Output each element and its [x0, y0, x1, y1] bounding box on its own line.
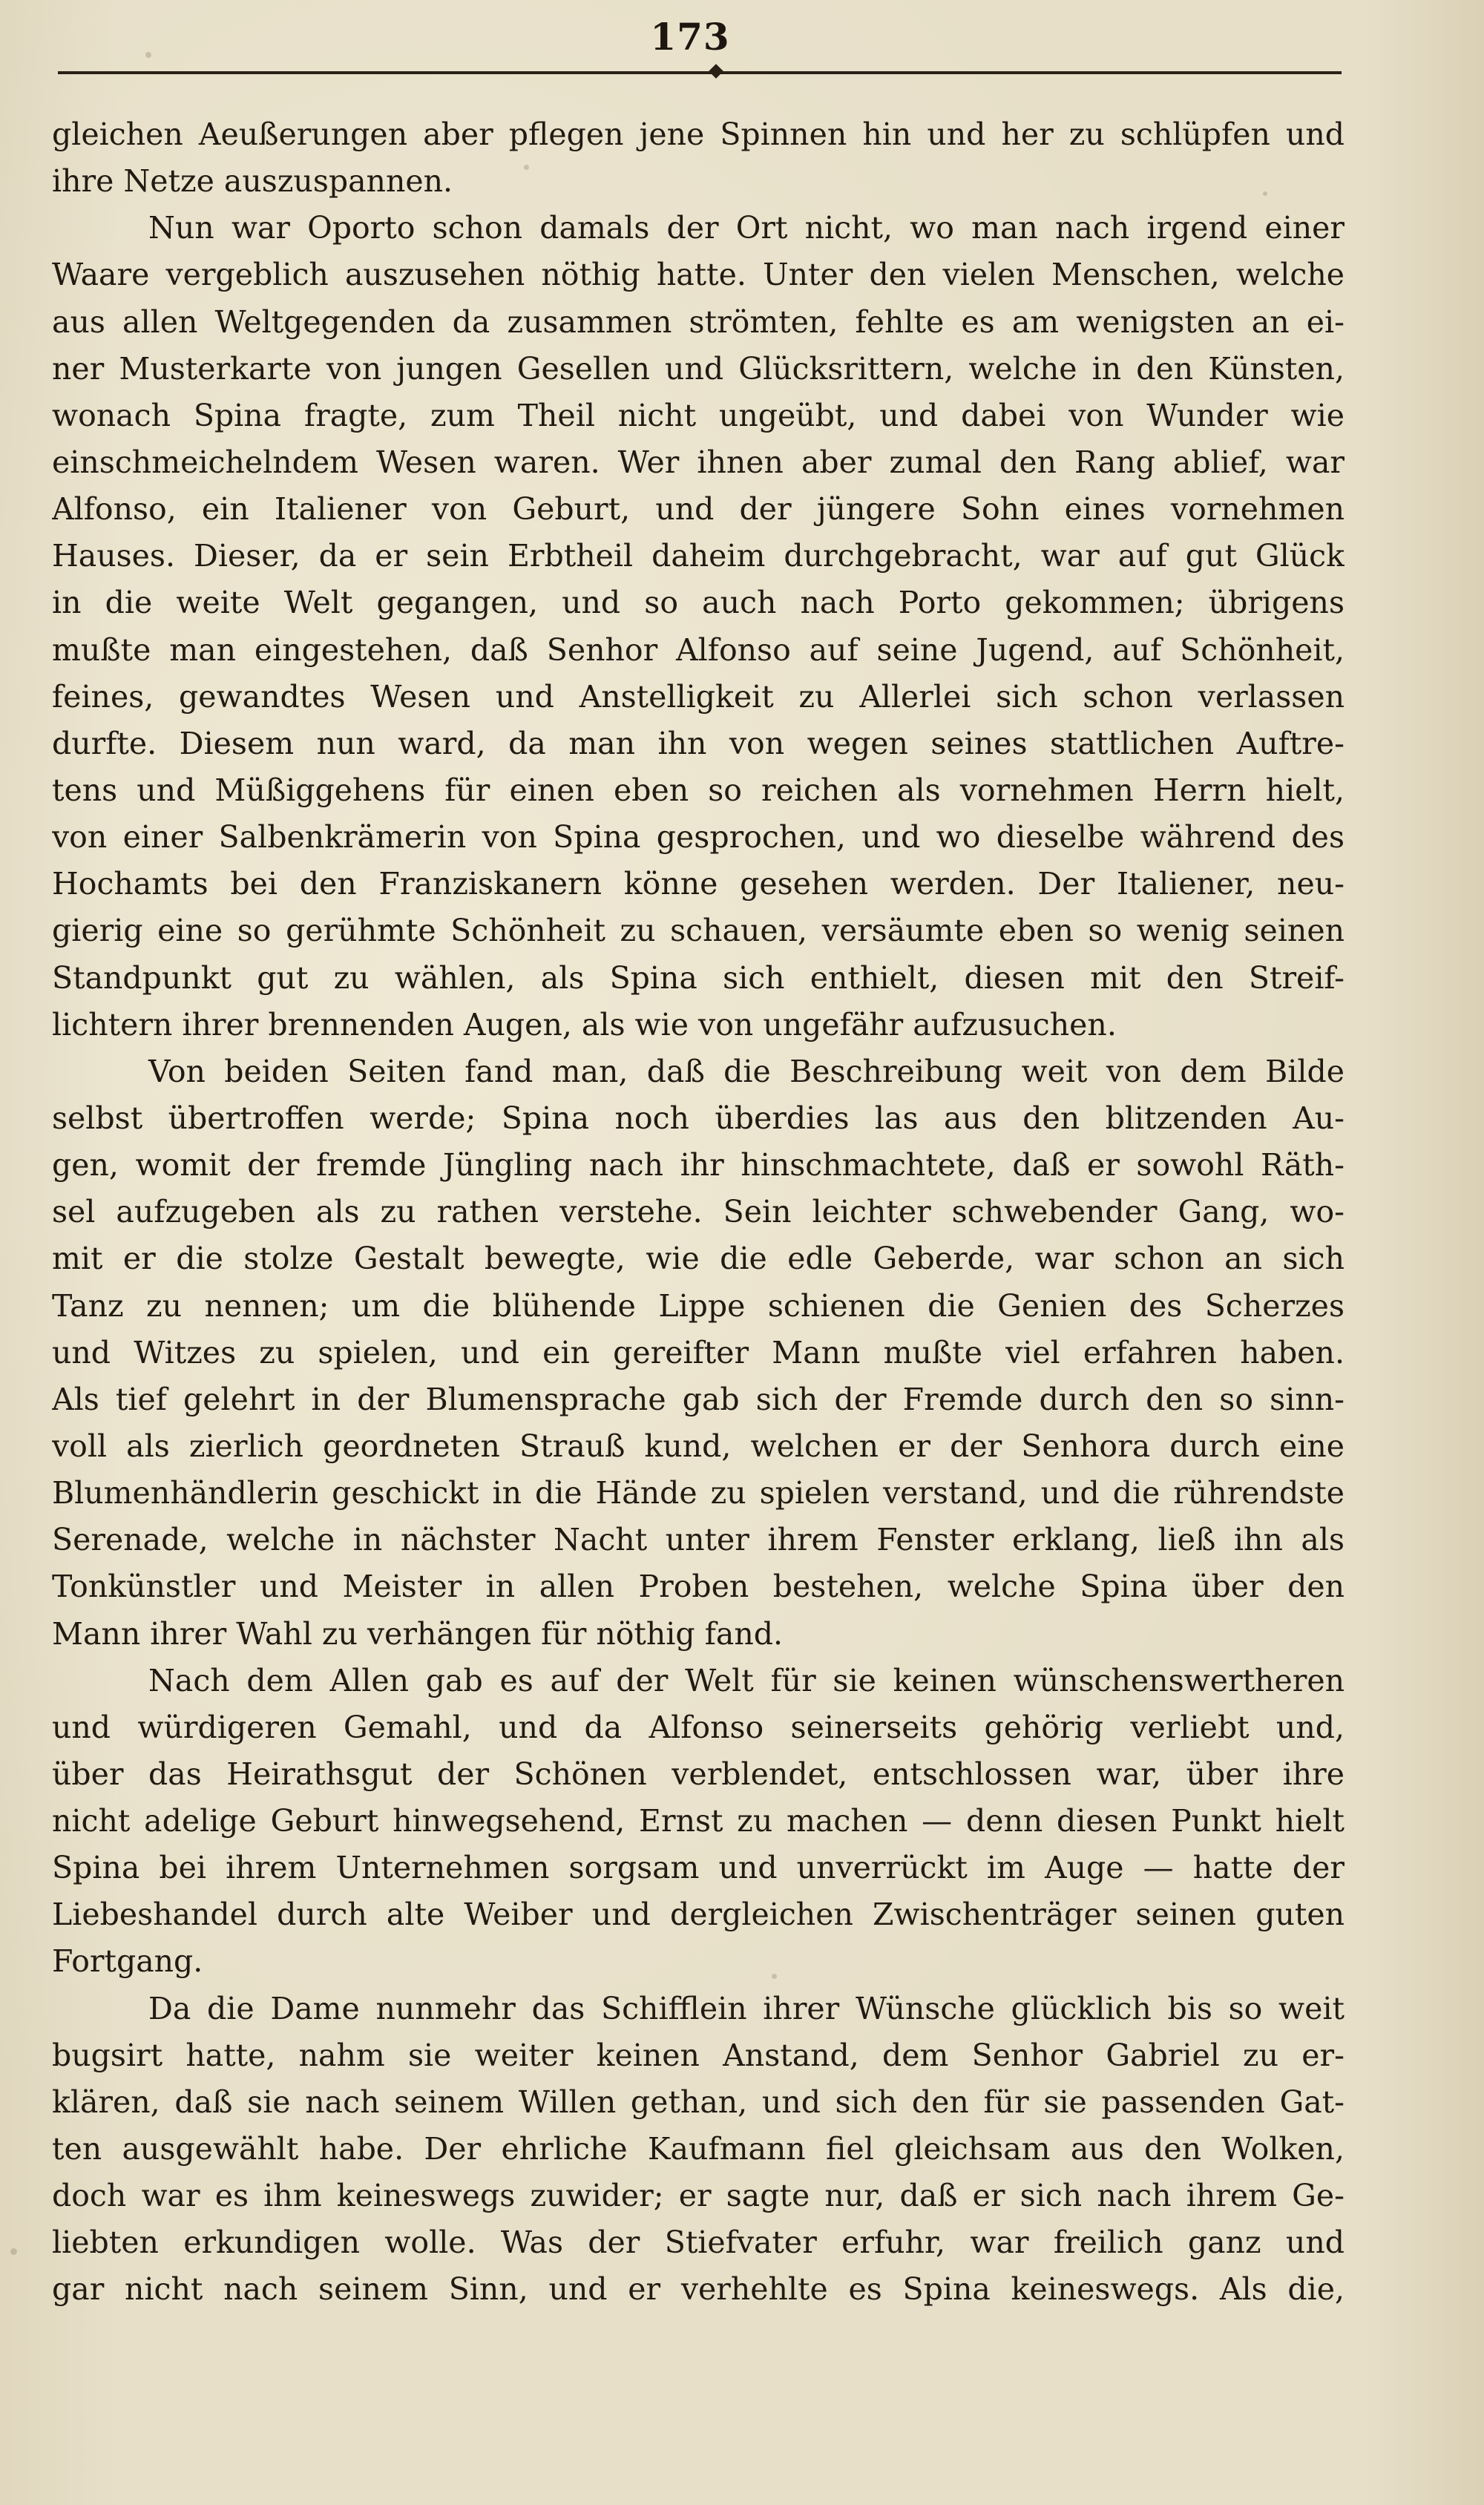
text-line: aus allen Weltgegenden da zusammen strömten, fehlte es am wenigsten an ei-: [52, 303, 1345, 340]
text-line: ten ausgewählt habe. Der ehrliche Kaufmann fiel gleichsam aus den Wolken,: [52, 2131, 1345, 2167]
text-line: durfte. Diesem nun ward, da man ihn von wegen seines stattlichen Auftre-: [52, 725, 1345, 761]
text-line: Fortgang.: [52, 1943, 203, 1980]
text-line: gierig eine so gerühmte Schönheit zu schauen, versäumte eben so wenig seinen: [52, 913, 1345, 949]
paragraph-first-line: Von beiden Seiten fand man, daß die Beschreibung weit von dem Bilde: [148, 1053, 1345, 1089]
text-line: Blumenhändlerin geschickt in die Hände zu spielen verstand, und die rührendste: [52, 1475, 1345, 1511]
text-line: bugsirt hatte, nahm sie weiter keinen Anstand, dem Senhor Gabriel zu er-: [52, 2037, 1345, 2073]
text-line: Spina bei ihrem Unternehmen sorgsam und unverrückt im Auge — hatte der: [52, 1850, 1345, 1886]
text-line: Hochamts bei den Franziskanern könne gesehen werden. Der Italiener, neu-: [52, 866, 1345, 902]
text-line: doch war es ihm keineswegs zuwider; er sagte nur, daß er sich nach ihrem Ge-: [52, 2178, 1345, 2214]
text-line: nicht adelige Geburt hinwegsehend, Ernst zu machen — denn diesen Punkt hielt: [52, 1803, 1345, 1839]
paragraph-first-line: Nach dem Allen gab es auf der Welt für sie keinen wünschenswertheren: [148, 1662, 1345, 1698]
text-line: Tanz zu nennen; um die blühende Lippe schienen die Genien des Scherzes: [52, 1287, 1345, 1324]
text-line: klären, daß sie nach seinem Willen gethan, und sich den für sie passenden Gat-: [52, 2084, 1345, 2120]
text-line: wonach Spina fragte, zum Theil nicht ungeübt, und dabei von Wunder wie: [52, 397, 1345, 433]
paper-speck: [1146, 1684, 1150, 1689]
text-line: voll als zierlich geordneten Strauß kund, welchen er der Senhora durch eine: [52, 1428, 1345, 1464]
text-line: Serenade, welche in nächster Nacht unter ihrem Fenster erklang, ließ ihn als: [52, 1522, 1345, 1558]
text-line: Standpunkt gut zu wählen, als Spina sich enthielt, diesen mit den Streif-: [52, 959, 1345, 996]
text-line: Tonkünstler und Meister in allen Proben bestehen, welche Spina über den: [52, 1569, 1345, 1605]
text-line: in die weite Welt gegangen, und so auch nach Porto gekommen; übrigens: [52, 585, 1345, 621]
text-line: tens und Müßiggehens für einen eben so reichen als vornehmen Herrn hielt,: [52, 772, 1345, 808]
text-line: mit er die stolze Gestalt bewegte, wie die edle Geberde, war schon an sich: [52, 1241, 1345, 1277]
text-line: und Witzes zu spielen, und ein gereifter Mann mußte viel erfahren haben.: [52, 1334, 1345, 1370]
text-line: Liebeshandel durch alte Weiber und dergleichen Zwischenträger seinen guten: [52, 1897, 1345, 1933]
paper-speck: [1263, 191, 1267, 196]
paper-speck: [10, 2248, 17, 2255]
text-line: über das Heirathsgut der Schönen verblendet, entschlossen war, über ihre: [52, 1756, 1345, 1792]
text-line: sel aufzugeben als zu rathen verstehe. Sein leichter schwebender Gang, wo-: [52, 1194, 1345, 1230]
text-line: von einer Salbenkrämerin von Spina gesprochen, und wo dieselbe während des: [52, 819, 1345, 856]
text-line: und würdigeren Gemahl, und da Alfonso seinerseits gehörig verliebt und,: [52, 1709, 1345, 1745]
header-rule-ornament: [709, 64, 723, 79]
text-line: mußte man eingestehen, daß Senhor Alfonso auf seine Jugend, auf Schönheit,: [52, 631, 1345, 668]
page-number: 173: [650, 15, 730, 59]
text-line: lichtern ihrer brennenden Augen, als wie von ungefähr aufzusuchen.: [52, 1006, 1117, 1043]
paper-speck: [772, 1974, 777, 1979]
text-line: gleichen Aeußerungen aber pflegen jene Spinnen hin und her zu schlüpfen und: [52, 116, 1345, 152]
body-text: [52, 111, 1345, 2314]
text-line: ner Musterkarte von jungen Gesellen und Glücksrittern, welche in den Künsten,: [52, 350, 1345, 387]
text-line: Mann ihrer Wahl zu verhängen für nöthig fand.: [52, 1615, 784, 1652]
text-line: liebten erkundigen wolle. Was der Stiefvater erfuhr, war freilich ganz und: [52, 2225, 1345, 2261]
text-line: einschmeichelndem Wesen waren. Wer ihnen aber zumal den Rang ablief, war: [52, 444, 1345, 480]
text-line: Als tief gelehrt in der Blumensprache gab sich der Fremde durch den so sinn-: [52, 1381, 1345, 1417]
text-line: gar nicht nach seinem Sinn, und er verhehlte es Spina keineswegs. Als die,: [52, 2271, 1345, 2308]
text-line: Alfonso, ein Italiener von Geburt, und der jüngere Sohn eines vornehmen: [52, 491, 1345, 528]
paper-speck: [145, 52, 151, 58]
text-line: gen, womit der fremde Jüngling nach ihr hinschmachtete, daß er sowohl Räth-: [52, 1147, 1345, 1183]
text-line: feines, gewandtes Wesen und Anstelligkeit zu Allerlei sich schon verlassen: [52, 678, 1345, 715]
text-line: ihre Netze auszuspannen.: [52, 163, 453, 200]
text-line: selbst übertroffen werde; Spina noch überdies las aus den blitzenden Au-: [52, 1100, 1345, 1136]
text-line: Waare vergeblich auszusehen nöthig hatte. Unter den vielen Menschen, welche: [52, 257, 1345, 293]
paragraph-first-line: Da die Dame nunmehr das Schifflein ihrer Wünsche glücklich bis so weit: [148, 1990, 1345, 2026]
paragraph-first-line: Nun war Oporto schon damals der Ort nicht, wo man nach irgend einer: [148, 210, 1345, 246]
header-rule: [58, 71, 1342, 74]
paper-speck: [524, 165, 529, 170]
text-line: Hauses. Dieser, da er sein Erbtheil daheim durchgebracht, war auf gut Glück: [52, 538, 1345, 574]
